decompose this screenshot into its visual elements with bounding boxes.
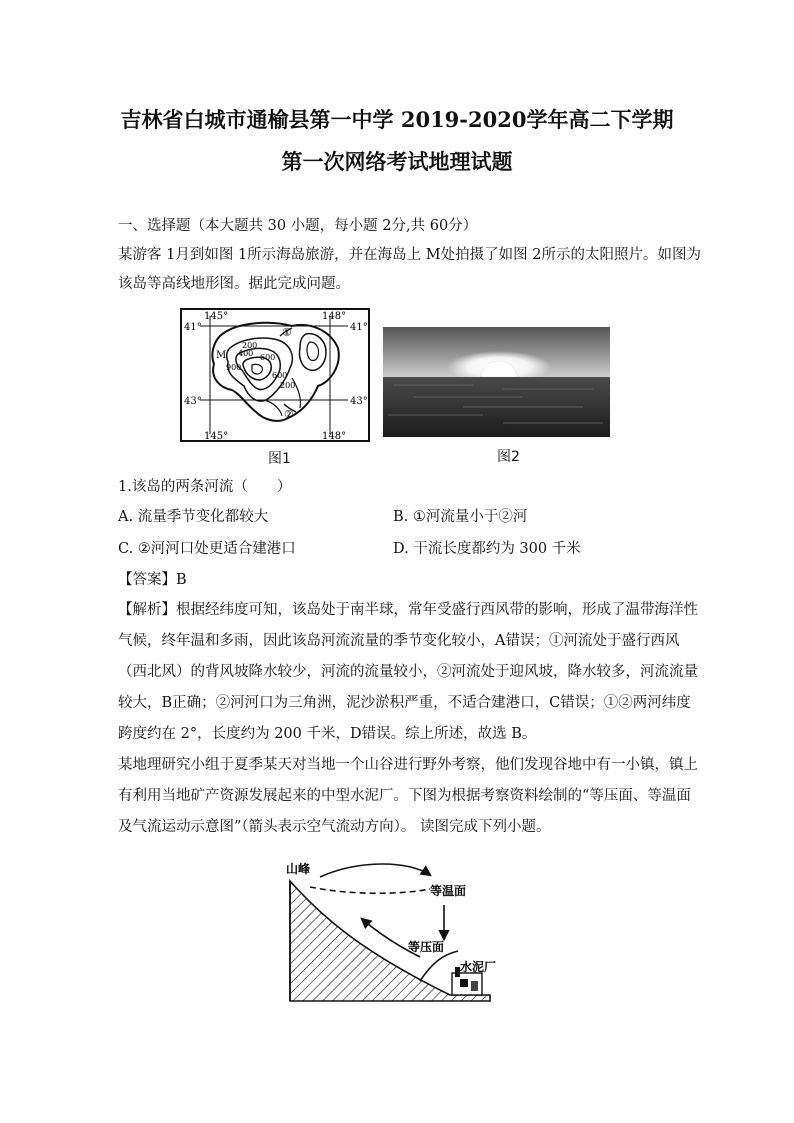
fig1-contour-label: 400	[238, 349, 254, 358]
fig1-lon-right-bottom: 148°	[322, 431, 347, 442]
fig1-lon-left-top: 145°	[204, 311, 229, 322]
fig1-contour-label: 200	[280, 381, 296, 390]
figure2-sun-photo	[383, 327, 610, 437]
page-title: 吉林省白城市通榆县第一中学 2019-2020学年高二下学期	[120, 107, 674, 132]
intro2-line2: 有利用当地矿产资源发展起来的中型水泥厂。下图为根据考察资料绘制的“等压面、等温面	[118, 788, 691, 804]
fig1-marker-m: M	[216, 350, 227, 361]
figure1-caption: 图1	[268, 451, 291, 467]
q1-option-b: B. ①河流量小于②河	[393, 509, 528, 525]
intro2-line3: 及气流运动示意图”（箭头表示空气流动方向）。 读图完成下列小题。	[118, 819, 551, 835]
intro1-line2: 该岛等高线地形图。据此完成问题。	[118, 276, 350, 292]
fig3-isotherm-label: 等温面	[430, 884, 467, 898]
q1-option-d: D. 干流长度都约为 300 千米	[393, 541, 581, 557]
fig1-lat-bottom-right: 43°	[350, 396, 368, 407]
q1-option-a: A. 流量季节变化都较大	[118, 509, 269, 525]
fig1-lat-bottom-left: 43°	[184, 396, 202, 407]
figure2-caption: 图2	[497, 449, 520, 465]
q1-analysis-line2: 气候，终年温和多雨，因此该岛河流流量的季节变化较小，A错误；①河流处于盛行西风	[118, 633, 680, 649]
section-heading: 一、选择题（本大题共 30 小题，每小题 2分,共 60分）	[118, 218, 478, 234]
q1-analysis-line4: 较大，B正确；②河河口为三角洲，泥沙淤积严重，不适合建港口，C错误；①②两河纬度	[118, 695, 691, 711]
fig1-lat-top-left: 41°	[184, 322, 202, 333]
fig3-factory-label: 水泥厂	[460, 960, 497, 974]
q1-answer: 【答案】B	[118, 572, 187, 588]
fig1-contour-label: 900	[226, 363, 242, 372]
q1-analysis-line5: 跨度约在 2°，长度约为 200 千米，D错误。综上所述，故选 B。	[118, 726, 537, 742]
fig1-lon-right-top: 148°	[322, 311, 347, 322]
intro2-line1: 某地理研究小组于夏季某天对当地一个山谷进行野外考察，他们发现谷地中有一小镇，镇上	[118, 757, 698, 773]
q1-option-c: C. ②河河口处更适合建港口	[118, 541, 296, 557]
figure1-contour-map	[180, 308, 370, 442]
fig1-contour-label: 600	[260, 353, 276, 362]
fig1-contour-label: 600	[272, 371, 288, 380]
fig1-river1: ①	[282, 326, 292, 339]
fig1-contour-label: 200	[242, 341, 258, 350]
fig1-lat-top-right: 41°	[350, 322, 368, 333]
fig1-river2: ②	[284, 408, 294, 421]
intro1-line1: 某游客 1月到如图 1所示海岛旅游，并在海岛上 M处拍摄了如图 2所示的太阳照片。如图为	[118, 247, 701, 263]
figure3-airflow-diagram	[280, 855, 500, 1007]
fig3-isobar-label: 等压面	[408, 940, 445, 954]
q1-stem: 1.该岛的两条河流（ ）	[118, 479, 292, 495]
page-subtitle: 第一次网络考试地理试题	[281, 149, 513, 174]
q1-analysis-line1: 【解析】根据经纬度可知，该岛处于南半球，常年受盛行西风带的影响，形成了温带海洋性	[118, 602, 698, 618]
fig3-peak-label: 山峰	[286, 862, 311, 876]
q1-analysis-line3: （西北风）的背风坡降水较少，河流的流量较小，②河流处于迎风坡，降水较多，河流流量	[118, 664, 698, 680]
fig1-lon-left-bottom: 145°	[204, 431, 229, 442]
